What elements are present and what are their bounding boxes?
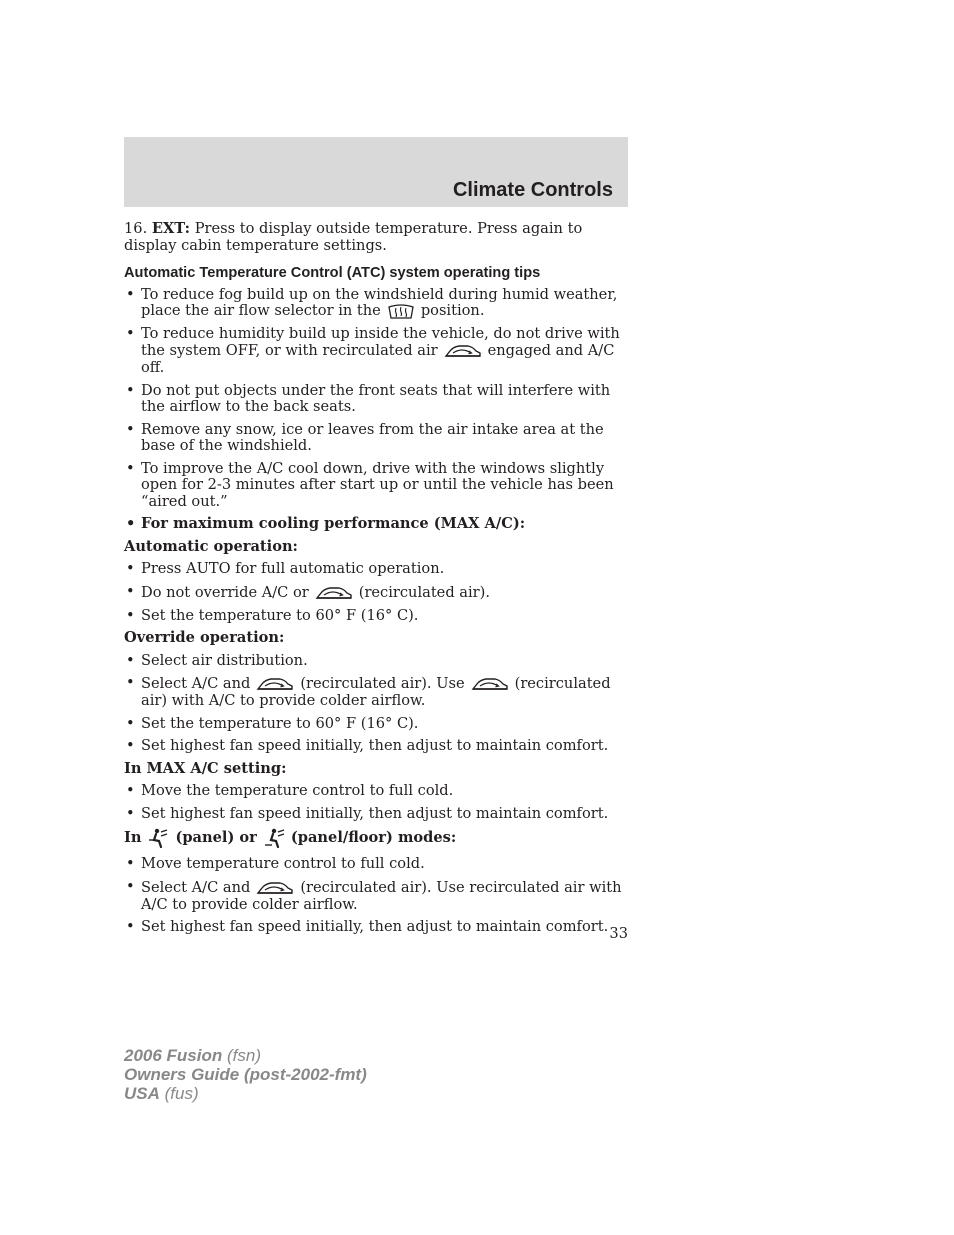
page-content [124,221,628,942]
tips-list [124,287,628,533]
footer [124,1046,367,1103]
list-item: • Set the temperature to 60° F (16° C). [124,608,628,625]
ext-term: EXT: [151,220,191,237]
override-list [124,653,628,755]
recirculated-air-icon [315,584,353,602]
recirculated-air-icon [256,879,294,897]
tips-heading: Automatic Temperature Control (ATC) system operating tips [124,265,541,281]
list-item: • Set the temperature to 60° F (16° C). [124,716,628,733]
panel-floor-mode-icon [263,828,285,848]
automatic-list [124,561,628,624]
max-ac-list [124,783,628,822]
footer-line-guide: Owners Guide (post-2002-fmt) [124,1065,367,1084]
list-item: • Press AUTO for full automatic operation. [124,561,628,578]
automatic-operation-label: Automatic operation: [124,537,298,555]
header-band [124,137,628,207]
list-item: • Select A/C and (recirculated air). Use recirculated air with A/C to provide colder airflow. [124,879,628,914]
list-item: • To improve the A/C cool down, drive with the windows slightly open for 2-3 minutes after start up or until the vehicle has been “aired out.” [124,461,628,511]
list-item: • To reduce fog build up on the windshield during humid weather, place the air flow selector in the position. [124,287,628,320]
intro-paragraph [124,221,628,254]
modes-heading: In (panel) or (panel/floor) modes: [124,829,457,846]
list-item: • Select A/C and (recirculated air). Use (recirculated air) with A/C to provide colder airflow. [124,675,628,710]
list-item: • To reduce humidity build up inside the vehicle, do not drive with the system OFF, or with recirculated air engaged and A/C off. [124,326,628,377]
list-item: • Do not put objects under the front seats that will interfere with the airflow to the back seats. [124,383,628,416]
list-item: • For maximum cooling performance (MAX A/C): [124,516,628,533]
item-number: 16. [124,220,148,237]
list-item: • Move temperature control to full cold. [124,856,628,873]
recirculated-air-icon [444,342,482,360]
recirculated-air-icon [471,675,509,693]
footer-line-model: 2006 Fusion (fsn) [124,1046,261,1065]
modes-list [124,856,628,936]
list-item: • Do not override A/C or (recirculated air). [124,584,628,602]
recirculated-air-icon [256,675,294,693]
list-item: • Move the temperature control to full cold. [124,783,628,800]
list-item: • Set highest fan speed initially, then adjust to maintain comfort. [124,806,628,823]
page-number: 33 [609,925,628,942]
page-title: Climate Controls [452,179,613,201]
list-item: • Remove any snow, ice or leaves from the air intake area at the base of the windshield. [124,422,628,455]
ext-description: Press to display outside temperature. Press again to display cabin temperature settings. [124,220,583,254]
panel-mode-icon [147,828,169,848]
windshield-defrost-icon [387,303,415,319]
max-ac-label: In MAX A/C setting: [124,759,287,777]
list-item: • Set highest fan speed initially, then adjust to maintain comfort. [124,919,628,936]
list-item: • Set highest fan speed initially, then adjust to maintain comfort. [124,738,628,755]
list-item: • Select air distribution. [124,653,628,670]
override-operation-label: Override operation: [124,629,285,646]
footer-line-market: USA (fus) [124,1084,199,1103]
